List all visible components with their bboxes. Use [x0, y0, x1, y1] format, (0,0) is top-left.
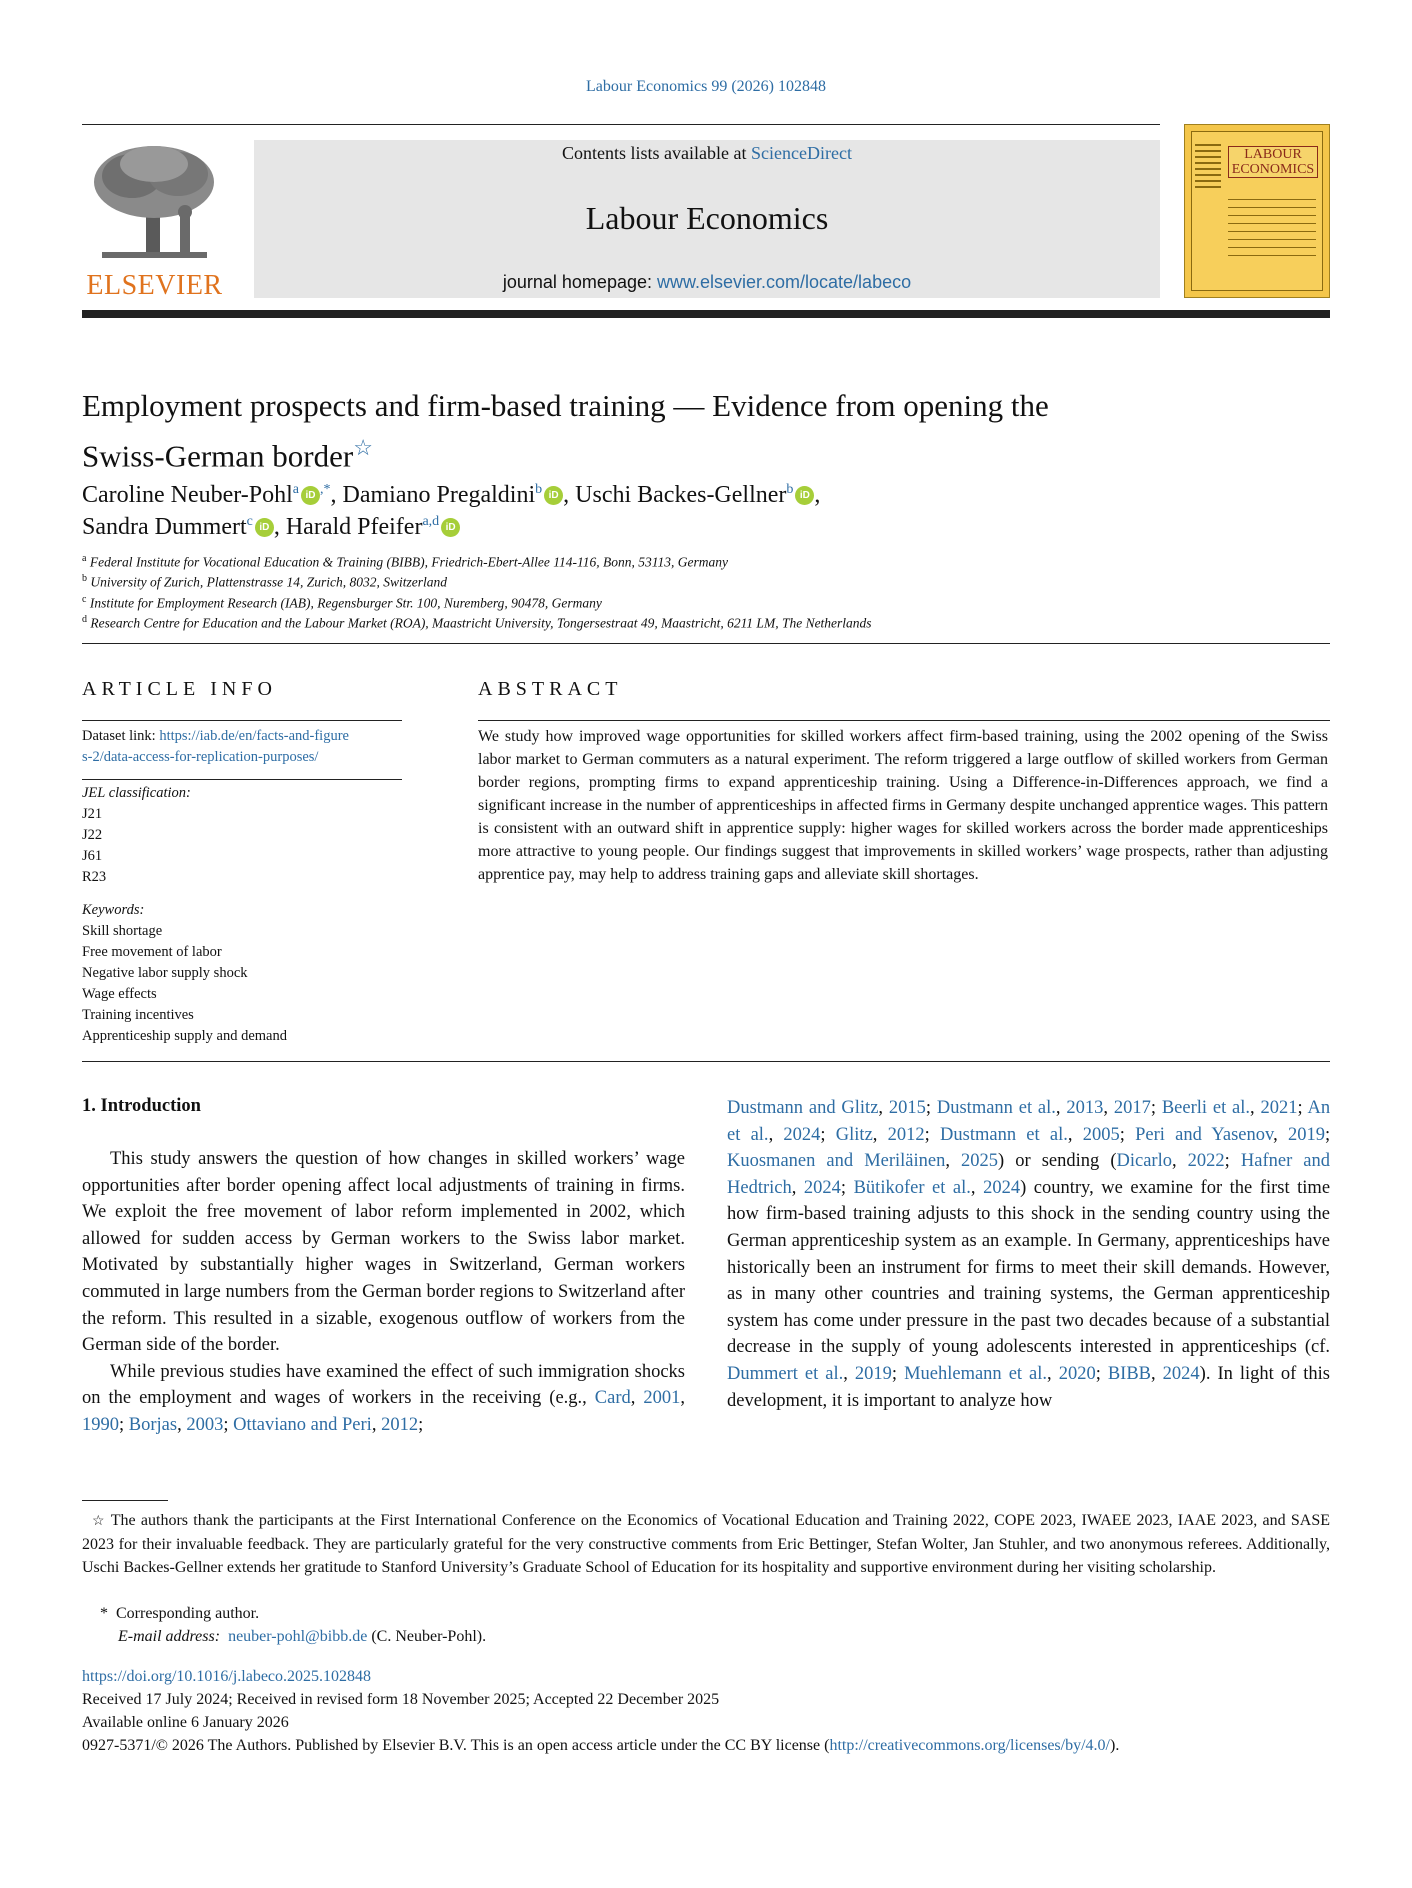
corresponding-marker[interactable]: ,*	[320, 482, 331, 497]
journal-reference[interactable]: Labour Economics 99 (2026) 102848	[586, 78, 826, 95]
affiliation-text: Institute for Employment Research (IAB), Regensburger Str. 100, Nuremberg, 90478, Germany	[89, 595, 602, 611]
footnote-rule	[82, 1500, 168, 1501]
citation-link[interactable]: 2013	[1066, 1098, 1104, 1118]
homepage-line	[254, 272, 1160, 293]
title-line-2: Swiss-German border	[82, 438, 354, 474]
header-thick-rule	[82, 310, 1330, 318]
orcid-icon[interactable]: iD	[441, 518, 460, 537]
intro-left-column	[82, 1146, 685, 1439]
dataset-link-block	[82, 726, 402, 768]
citation-link[interactable]: Kuosmanen and Meriläinen	[727, 1151, 946, 1172]
license-link[interactable]: http://creativecommons.org/licenses/by/4.0/	[829, 1737, 1110, 1754]
affiliation-b	[82, 573, 447, 591]
corresponding-asterisk: *	[100, 1605, 108, 1622]
citation-link[interactable]: 2003	[186, 1414, 224, 1435]
acknowledgement-footnote	[82, 1509, 1330, 1579]
top-rule	[82, 124, 1160, 125]
cover-title-line-2: ECONOMICS	[1231, 162, 1315, 177]
citation-link[interactable]: 2019	[1287, 1124, 1325, 1145]
publisher-name: ELSEVIER	[86, 270, 223, 301]
received-dates: Received 17 July 2024; Received in revised form 18 November 2025; Accepted 22 December 2025	[82, 1691, 720, 1708]
citation-link[interactable]: 2024	[1162, 1363, 1200, 1384]
citation-link[interactable]: 2001	[643, 1388, 681, 1409]
intro-text-fragment: ) country, we examine for the first time how firm-based training adjusts to this shock in the sending country using the German apprenticeship system as an example. In Germany, apprenticeships have historically been an instrument for firms to meet their skill demands. However, as in many other countries and training systems, the German apprenticeship system has come under pressure in the past two decades because of a substantial decrease in the supply of young adolescents interested in apprenticeships (cf.	[727, 1177, 1331, 1358]
author-line-2: Sandra Dummert$^c$ iD , Harald Pfeifer$^{a,d}$ iD	[82, 514, 460, 541]
keywords-block	[82, 900, 402, 1047]
citation-link[interactable]: 2012	[381, 1414, 419, 1435]
email-footnote	[82, 1625, 1330, 1648]
elsevier-logo[interactable]	[82, 140, 227, 300]
homepage-link[interactable]: www.elsevier.com/locate/labeco	[656, 272, 912, 292]
author-affiliation-marker[interactable]: c	[246, 514, 253, 529]
cover-index-column	[1195, 140, 1221, 288]
license-prefix: 0927-5371/© 2026 The Authors. Published by Elsevier B.V. This is an open access article under the CC BY license (	[82, 1737, 830, 1754]
orcid-icon[interactable]: iD	[544, 486, 563, 505]
citation-link[interactable]: 2022	[1187, 1151, 1225, 1172]
jel-block	[82, 783, 402, 888]
intro-right-column: Dustmann and Glitz, 2015; Dustmann et al., 2013, 2017; Beerli et al., 2021; An et al., 2024; Glitz, 2012; Dustmann et al., 2005; Peri and Yasenov, 2019; Kuosmanen and Meriläinen, 2025) or sending (Dicarlo, 2022; Hafner and Hedtrich, 2024; Bütikofer et al., 2024) country, we examine for the first time how firm-based training adjusts to this shock in the sending country using the German apprenticeship system as an example. In Germany, apprenticeships have historically been an instrument for firms to meet their skill demands. However, as in many other countries and training systems, the German apprenticeship system has come under pressure in the past two decades because of a substantial decrease in the supply of young adolescents interested in apprenticeships (cf. Dummert et al., 2019; Muehlemann et al., 2020; BIBB, 2024). In light of this development, it is important to analyze how	[727, 1098, 1331, 1411]
affiliation-key: c	[82, 594, 87, 605]
email-label: E-mail address:	[118, 1628, 221, 1645]
intro-paragraph-2: While previous studies have examined the effect of such immigration shocks on the employment and wages of workers in the receiving (e.g., Card, 2001, 1990; Borjas, 2003; Ottaviano and Peri, 2012;	[82, 1361, 686, 1435]
affiliation-d	[82, 614, 872, 632]
citation-link[interactable]: Dicarlo	[1116, 1151, 1172, 1172]
sciencedirect-link[interactable]: ScienceDirect	[751, 143, 852, 163]
author-affiliation-marker[interactable]: a	[292, 482, 300, 497]
citation-link[interactable]: BIBB	[1107, 1363, 1152, 1384]
affiliation-key: d	[82, 614, 87, 625]
cover-title	[1228, 146, 1318, 178]
corresponding-text: Corresponding author.	[116, 1605, 260, 1622]
affiliation-text: Research Centre for Education and the Labour Market (ROA), Maastricht University, Tongersestraat 49, Maastricht, 6211 LM, The Netherlands	[90, 615, 872, 631]
front-matter-rule	[82, 1061, 1330, 1062]
orcid-icon[interactable]: iD	[301, 486, 320, 505]
dataset-link-cont[interactable]: s-2/data-access-for-replication-purposes/	[82, 749, 319, 765]
cover-title-line-1: LABOUR	[1244, 147, 1302, 162]
homepage-prefix: journal homepage:	[502, 272, 657, 292]
license-line	[82, 1734, 1119, 1757]
citation-link[interactable]: 2021	[1260, 1098, 1298, 1118]
title-line-1: Employment prospects and firm-based training — Evidence from opening the	[82, 388, 1049, 423]
keywords-heading: Keywords:	[82, 902, 145, 918]
article-info-rule	[82, 720, 402, 721]
available-online: Available online 6 January 2026	[82, 1714, 289, 1731]
citation-link[interactable]: Hafner and Hedtrich	[727, 1151, 1330, 1198]
affiliation-key: b	[82, 573, 87, 584]
keyword: Skill shortage	[82, 923, 163, 939]
email-owner: (C. Neuber-Pohl).	[371, 1628, 487, 1645]
title-footnote-star[interactable]: ☆	[353, 435, 373, 460]
introduction-heading: 1. Introduction	[82, 1096, 201, 1116]
journal-cover-thumbnail[interactable]	[1184, 124, 1330, 298]
keyword: Free movement of labor	[82, 944, 222, 960]
cover-frame	[1191, 131, 1323, 291]
citation-link[interactable]: Borjas	[128, 1414, 178, 1435]
jel-code: J21	[82, 806, 103, 822]
orcid-icon[interactable]: iD	[255, 518, 274, 537]
citation-link[interactable]: Bütikofer et al.	[853, 1177, 971, 1198]
orcid-icon[interactable]: iD	[795, 486, 814, 505]
jel-code: J61	[82, 848, 103, 864]
article-title	[82, 385, 1282, 477]
affiliation-key: a	[82, 553, 87, 564]
author-line-1: Caroline Neuber-Pohl$^a$ iD ,*, Damiano Pregaldini$^b$ iD , Uschi Backes-Gellner$^b$ iD ,	[82, 482, 821, 508]
citation-link[interactable]: 2025	[961, 1151, 999, 1172]
corresponding-footnote	[82, 1602, 1330, 1625]
citation-link[interactable]: Dustmann et al.	[936, 1098, 1056, 1118]
doi-link[interactable]: https://doi.org/10.1016/j.labeco.2025.102848	[82, 1668, 372, 1685]
abstract-rule	[478, 720, 1330, 721]
author-affiliation-marker[interactable]: b	[535, 482, 543, 497]
affiliation-rule	[82, 643, 1330, 644]
jel-code: J22	[82, 827, 103, 843]
citation-link[interactable]: Muehlemann et al.	[904, 1363, 1048, 1384]
journal-banner	[254, 140, 1160, 298]
citation-link[interactable]: Beerli et al.	[1161, 1098, 1251, 1118]
keyword: Negative labor supply shock	[82, 965, 248, 981]
author-name[interactable]: Harald Pfeifer	[285, 514, 423, 540]
keyword: Wage effects	[82, 986, 157, 1002]
citation-link[interactable]: 2017	[1113, 1098, 1151, 1118]
footnote-star: ☆	[92, 1514, 106, 1529]
elsevier-tree-icon	[82, 140, 227, 265]
citation-link[interactable]: 2020	[1058, 1363, 1096, 1384]
affiliation-c	[82, 594, 602, 612]
citation-link[interactable]: 2024	[803, 1177, 841, 1198]
keyword: Training incentives	[82, 1007, 194, 1023]
citation-link[interactable]: An et al.	[727, 1098, 1331, 1145]
acknowledgement-text: The authors thank the participants at the First International Conference on the Economics of Vocational Education and Training 2022, COPE 2023, IWAEE 2023, IAAE 2023, and SASE 2023 for their invaluable feedback. They are particularly grateful for the very constructive comments from Eric Bettinger, Stefan Wolter, Jan Stuhler, and two anonymous referees. Additionally, Uschi Backes-Gellner extends her gratitude to Stanford University’s Graduate School of Education for its hospitality and supportive environment during her visiting scholarship.	[82, 1512, 1330, 1576]
cover-contents-lines	[1228, 192, 1316, 286]
citation-link[interactable]: Dustmann et al.	[940, 1124, 1068, 1145]
citation-link[interactable]: Glitz	[835, 1124, 873, 1145]
contents-prefix: Contents lists available at	[562, 143, 751, 163]
citation-link[interactable]: 2019	[854, 1363, 892, 1384]
author-name[interactable]: Damiano Pregaldini	[342, 482, 536, 508]
affiliation-text: University of Zurich, Plattenstrasse 14, Zurich, 8032, Switzerland	[90, 574, 447, 590]
citation-link[interactable]: Dustmann and Glitz	[727, 1098, 879, 1118]
author-affiliation-marker[interactable]: a,d	[422, 514, 440, 529]
citation-link[interactable]: Ottaviano and Peri	[233, 1414, 372, 1435]
author-name[interactable]: Caroline Neuber-Pohl	[82, 482, 293, 508]
citation-link[interactable]: Peri and Yasenov	[1135, 1124, 1274, 1145]
intro-text-fragment: ) or sending (	[998, 1151, 1117, 1172]
license-suffix: ).	[1110, 1737, 1120, 1754]
author-name[interactable]: Sandra Dummert	[82, 514, 247, 540]
article-info-heading: ARTICLE INFO	[82, 678, 277, 700]
keyword: Apprenticeship supply and demand	[82, 1028, 287, 1044]
citation-link[interactable]: Card	[594, 1388, 631, 1409]
intro-paragraph-1: This study answers the question of how changes in skilled workers’ wage opportunities after border opening affect local adjustments of training in firms. We exploit the free movement of labor reform implemented in 2002, which allowed for sudden access by German workers to the Swiss labor market. Motivated by substantially higher wages in Switzerland, German workers commuted in large numbers from the German border regions to Switzerland after the reform. This resulted in a sizable, exogenous outflow of workers from the German side of the border.	[82, 1149, 685, 1356]
citation-link[interactable]: 2024	[783, 1124, 821, 1145]
intro-paragraph-2-text: While previous studies have examined the effect of such immigration shocks on the employment and wages of workers in the receiving (e.g.,	[82, 1361, 685, 1409]
citation-link[interactable]: 2015	[888, 1098, 926, 1118]
jel-rule	[82, 779, 402, 780]
author-name[interactable]: Uschi Backes-Gellner	[575, 482, 787, 508]
citation-link[interactable]: 1990	[82, 1414, 119, 1435]
journal-title: Labour Economics	[585, 200, 829, 236]
citation-link[interactable]: Dummert et al.	[727, 1363, 844, 1384]
dataset-label: Dataset link:	[82, 728, 160, 744]
contents-line	[254, 143, 1160, 164]
abstract-text: We study how improved wage opportunities for skilled workers affect firm-based training, using the 2002 opening of the Swiss labor market to German commuters as a natural experiment. The reform triggered a large outflow of skilled workers from German border regions, prompting firms to expand apprenticeship training. Using a Difference-in-Differences approach, we find a significant increase in the number of apprenticeships in affected firms in Germany despite unchanged apprentice wages. This pattern is consistent with an outward shift in apprentice supply: higher wages for skilled workers across the border made apprenticeships more attractive to young people. Our findings suggest that improvements in skilled workers’ wage prospects, rather than adjusting apprentice pay, may help to address training gaps and alleviate skill shortages.	[478, 728, 1328, 883]
author-affiliation-marker[interactable]: b	[786, 482, 794, 497]
affiliation-a	[82, 553, 728, 571]
jel-heading: JEL classification:	[82, 785, 191, 801]
affiliation-text: Federal Institute for Vocational Education & Training (BIBB), Friedrich-Ebert-Allee 114-116, Bonn, 53113, Germany	[89, 554, 728, 570]
citation-link[interactable]: 2005	[1082, 1124, 1120, 1145]
jel-code: R23	[82, 869, 107, 885]
abstract-heading: ABSTRACT	[478, 678, 623, 700]
dataset-link[interactable]: https://iab.de/en/facts-and-figure	[159, 728, 349, 744]
citation-link[interactable]: 2024	[983, 1177, 1021, 1198]
citation-link[interactable]: 2012	[887, 1124, 925, 1145]
email-link[interactable]: neuber-pohl@bibb.de	[228, 1628, 368, 1645]
intro-text-fragment: ). In light of this development, it is important to analyze how	[727, 1363, 1330, 1411]
